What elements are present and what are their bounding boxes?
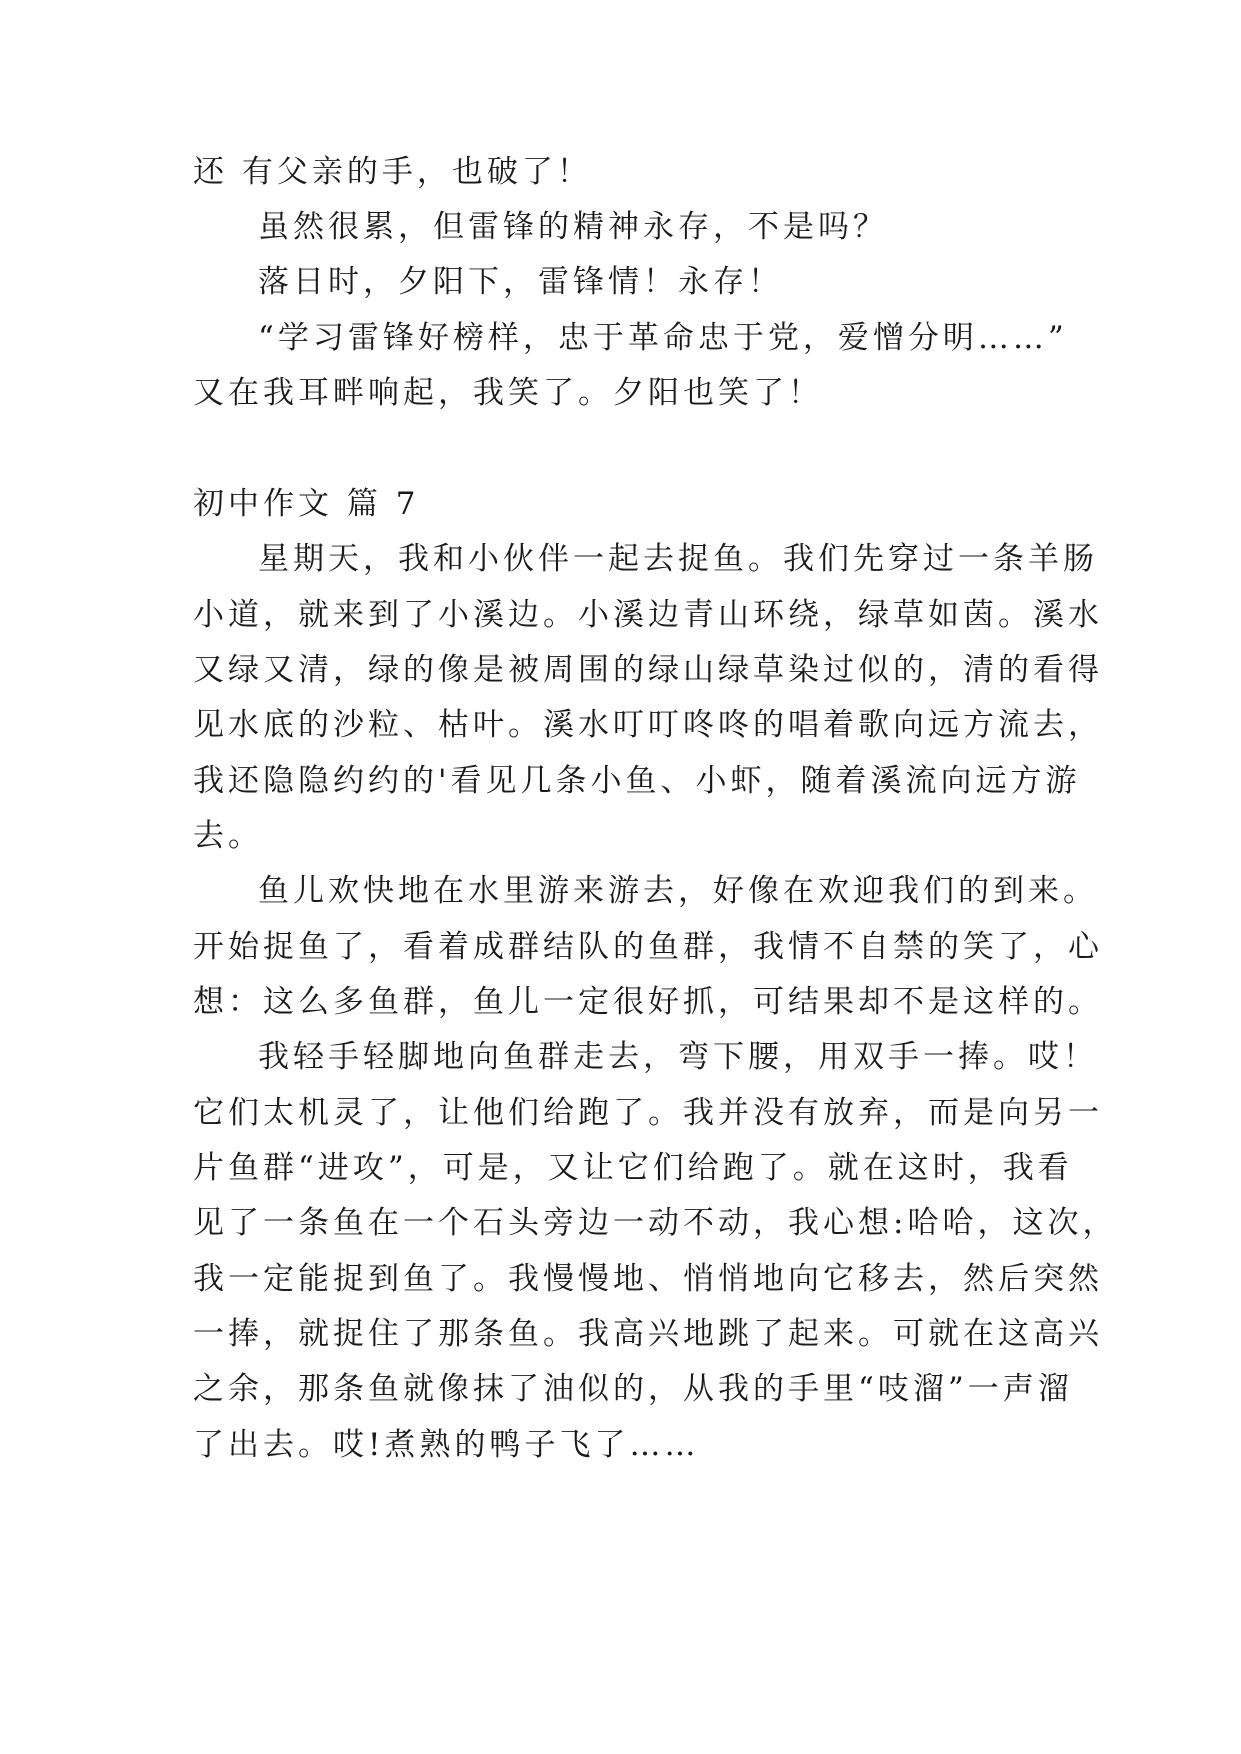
- text-line: 想：这么多鱼群，鱼儿一定很好抓，可结果却不是这样的。: [193, 984, 1103, 1020]
- text-line: 又绿又清，绿的像是被周围的绿山绿草染过似的，清的看得: [193, 652, 1103, 688]
- text-line: 虽然很累，但雷锋的精神永存，不是吗？: [258, 209, 888, 245]
- section-heading: 初中作文 篇 7: [193, 486, 420, 522]
- text-line: 还 有父亲的手，也破了！: [193, 154, 592, 190]
- text-line: 又在我耳畔响起，我笑了。夕阳也笑了！: [193, 375, 823, 411]
- text-line: 鱼儿欢快地在水里游来游去，好像在欢迎我们的到来。: [258, 873, 1098, 909]
- text-line: 它们太机灵了，让他们给跑了。我并没有放弃，而是向另一: [193, 1095, 1103, 1131]
- text-line: “学习雷锋好榜样，忠于革命忠于党，爱憎分明……”: [258, 320, 1068, 356]
- text-line: 见了一条鱼在一个石头旁边一动不动，我心想:哈哈，这次，: [193, 1205, 1118, 1241]
- text-line: 去。: [193, 818, 263, 854]
- text-line: 小道，就来到了小溪边。小溪边青山环绕，绿草如茵。溪水: [193, 597, 1103, 633]
- text-line: 我轻手轻脚地向鱼群走去，弯下腰，用双手一捧。哎！: [258, 1039, 1098, 1075]
- text-line: 我还隐隐约约的'看见几条小鱼、小虾，随着溪流向远方游: [193, 763, 1081, 799]
- text-line: 我一定能捉到鱼了。我慢慢地、悄悄地向它移去，然后突然: [193, 1261, 1103, 1297]
- text-line: 落日时，夕阳下，雷锋情！永存！: [258, 264, 783, 300]
- text-line: 一捧，就捉住了那条鱼。我高兴地跳了起来。可就在这高兴: [193, 1316, 1103, 1352]
- text-line: 开始捉鱼了，看着成群结队的鱼群，我情不自禁的笑了，心: [193, 929, 1103, 965]
- text-line: 之余，那条鱼就像抹了油似的，从我的手里“吱溜”一声溜: [193, 1371, 1073, 1407]
- text-line: 了出去。哎!煮熟的鸭子飞了……: [193, 1427, 700, 1463]
- text-line: 见水底的沙粒、枯叶。溪水叮叮咚咚的唱着歌向远方流去，: [193, 707, 1103, 743]
- text-line: 片鱼群“进攻”，可是，又让它们给跑了。就在这时，我看: [193, 1150, 1073, 1186]
- text-line: 星期天，我和小伙伴一起去捉鱼。我们先穿过一条羊肠: [258, 541, 1098, 577]
